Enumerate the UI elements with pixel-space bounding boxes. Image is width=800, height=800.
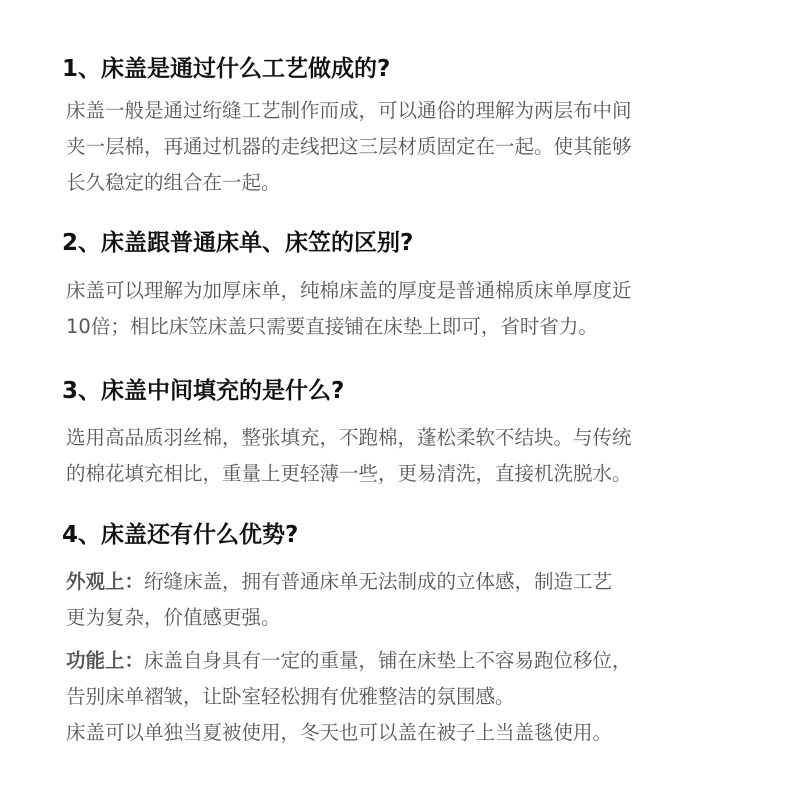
answer-line: 床盖可以单独当夏被使用，冬天也可以盖在被子上当盖毯使用。 [66, 721, 613, 744]
answer-line [66, 564, 612, 600]
answer-line: 长久稳定的组合在一起。 [66, 171, 281, 194]
answer-line: 夹一层棉，再通过机器的走线把这三层材质固定在一起。使其能够 [66, 135, 632, 158]
answer-line: 床盖可以理解为加厚床单，纯棉床盖的厚度是普通棉质床单厚度近 [66, 279, 632, 302]
faq-question-1: 1、床盖是通过什么工艺做成的? [62, 56, 391, 82]
appearance-text: 绗缝床盖，拥有普通床单无法制成的立体感，制造工艺 [144, 570, 613, 593]
faq-question-4: 4、床盖还有什么优势? [62, 522, 299, 548]
answer-line: 床盖一般是通过绗缝工艺制作而成，可以通俗的理解为两层布中间 [66, 99, 632, 122]
answer-line: 告别床单褶皱，让卧室轻松拥有优雅整洁的氛围感。 [66, 685, 515, 708]
appearance-label: 外观上： [66, 570, 145, 593]
faq-answer-4-appearance [66, 564, 612, 636]
answer-line: 的棉花填充相比，重量上更轻薄一些，更易清洗，直接机洗脱水。 [66, 462, 632, 485]
answer-line: 更为复杂，价值感更强。 [66, 606, 281, 629]
faq-answer-1 [66, 93, 632, 201]
function-label: 功能上： [66, 649, 145, 672]
faq-question-3: 3、床盖中间填充的是什么? [62, 378, 345, 404]
answer-line: 选用高品质羽丝棉，整张填充，不跑棉，蓬松柔软不结块。与传统 [66, 426, 632, 449]
faq-answer-2 [66, 273, 632, 345]
answer-line [66, 643, 632, 679]
faq-answer-4-function [66, 643, 632, 751]
faq-question-2: 2、床盖跟普通床单、床笠的区别? [62, 230, 414, 256]
function-text: 床盖自身具有一定的重量，铺在床垫上不容易跑位移位， [144, 649, 632, 672]
faq-answer-3 [66, 420, 632, 492]
answer-line: 10倍；相比床笠床盖只需要直接铺在床垫上即可，省时省力。 [66, 315, 598, 338]
